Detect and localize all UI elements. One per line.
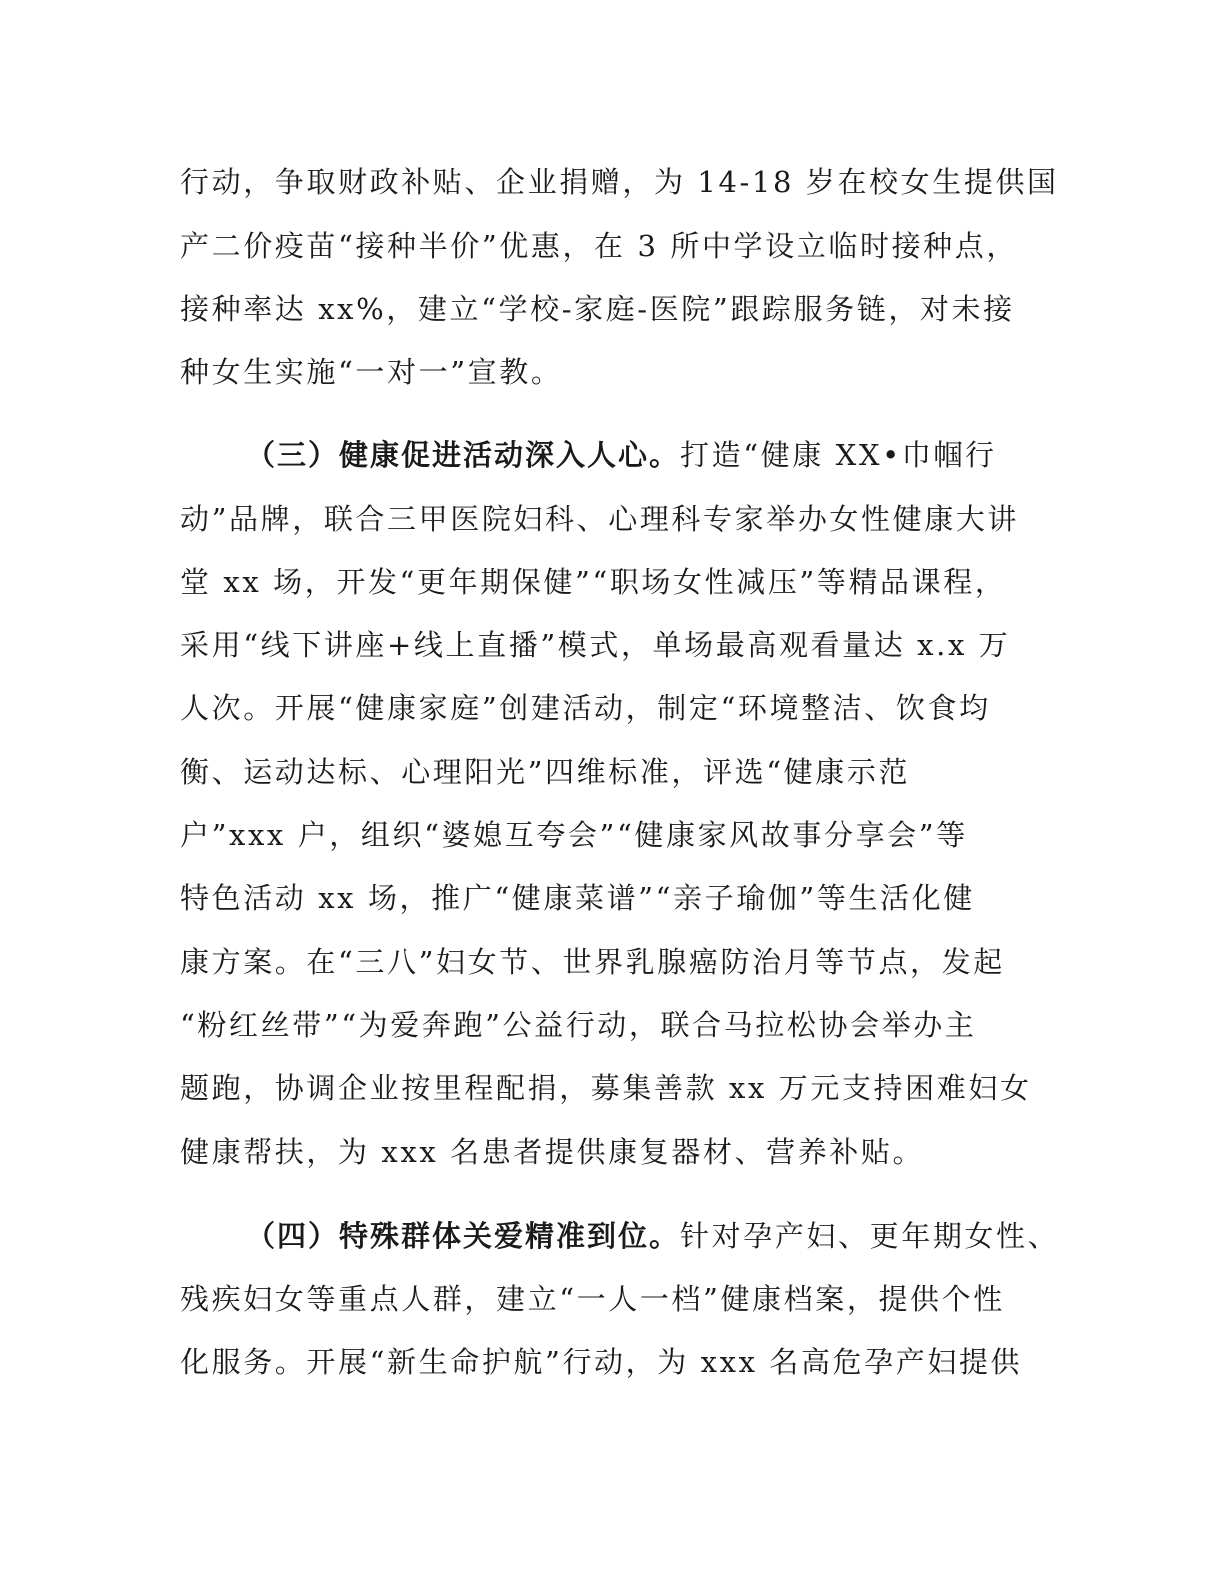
text-line: 特色活动 xx 场，推广“健康菜谱”“亲子瑜伽”等生活化健 <box>180 881 975 915</box>
text-line: 堂 xx 场，开发“更年期保健”“职场女性减压”等精品课程， <box>180 565 1007 599</box>
section-4-heading: （四）特殊群体关爱精准到位。 <box>246 1219 681 1253</box>
text-line: 行动，争取财政补贴、企业捐赠，为 14-18 岁在校女生提供国 <box>180 165 1059 199</box>
text-segment: 针对孕产妇、更年期女性、 <box>680 1219 1060 1253</box>
text-line: 产二价疫苗“接种半价”优惠，在 3 所中学设立临时接种点， <box>180 229 1018 263</box>
text-line: 化服务。开展“新生命护航”行动，为 xxx 名高危孕产妇提供 <box>180 1345 1023 1379</box>
text-line: 康方案。在“三八”妇女节、世界乳腺癌防治月等节点，发起 <box>180 945 1005 979</box>
text-line: 健康帮扶，为 xxx 名患者提供康复器材、营养补贴。 <box>180 1135 925 1169</box>
text-line: 接种率达 xx%，建立“学校-家庭-医院”跟踪服务链，对未接 <box>180 292 1015 326</box>
section-4-first-line <box>246 1214 1060 1258</box>
text-line: 种女生实施“一对一”宣教。 <box>180 355 563 389</box>
text-line: 人次。开展“健康家庭”创建活动，制定“环境整洁、饮食均 <box>180 691 991 725</box>
text-line: “粉红丝带”“为爱奔跑”公益行动，联合马拉松协会举办主 <box>180 1008 977 1042</box>
text-line: 衡、运动达标、心理阳光”四维标准，评选“健康示范 <box>180 755 911 789</box>
text-line: 题跑，协调企业按里程配捐，募集善款 xx 万元支持困难妇女 <box>180 1071 1032 1105</box>
text-line: 动”品牌，联合三甲医院妇科、心理科专家举办女性健康大讲 <box>180 502 1020 536</box>
section-3-first-line <box>246 433 1060 477</box>
text-line: 采用“线下讲座+线上直播”模式，单场最高观看量达 x.x 万 <box>180 628 1011 662</box>
section-3-heading: （三）健康促进活动深入人心。 <box>246 438 681 472</box>
text-segment: 打造“健康 XX•巾帼行 <box>680 438 997 472</box>
text-line: 残疾妇女等重点人群，建立“一人一档”健康档案，提供个性 <box>180 1282 1005 1316</box>
text-line: 户”xxx 户，组织“婆媳互夸会”“健康家风故事分享会”等 <box>180 818 968 852</box>
